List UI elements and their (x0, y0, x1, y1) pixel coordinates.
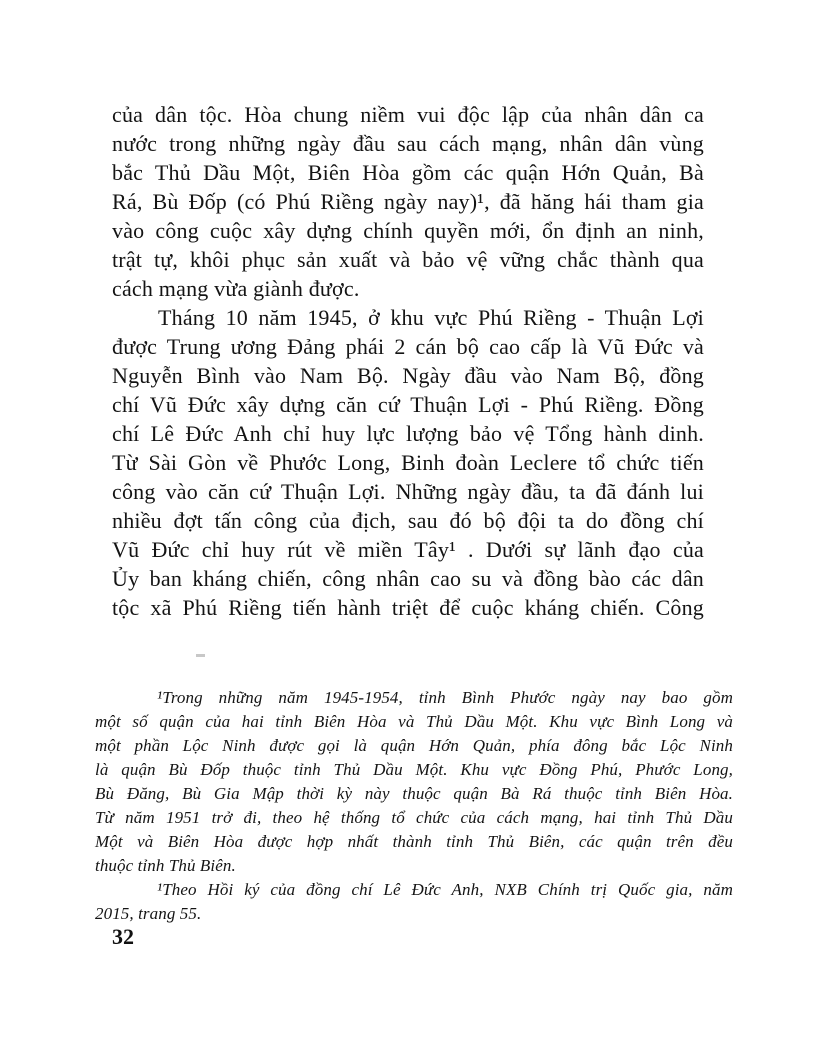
body-line: công vào căn cứ Thuận Lợi. Những ngày đầu, ta đã đánh lui (112, 479, 704, 504)
footnote (95, 878, 733, 926)
footnote-line: một số quận của hai tỉnh Biên Hòa và Thủ Dầu Một. Khu vực Bình Long và (95, 712, 733, 731)
footnote-line: ¹Trong những năm 1945-1954, tỉnh Bình Phước ngày nay bao gồm (157, 688, 733, 707)
body-line: Nguyễn Bình vào Nam Bộ. Ngày đầu vào Nam Bộ, đồng (112, 363, 704, 388)
body-paragraph (112, 100, 704, 303)
body-line: được Trung ương Đảng phái 2 cán bộ cao cấp là Vũ Đức và (112, 334, 704, 359)
body-line: tộc xã Phú Riềng tiến hành triệt để cuộc kháng chiến. Công (112, 595, 704, 620)
footnote-line: ¹Theo Hồi ký của đồng chí Lê Đức Anh, NXB Chính trị Quốc gia, năm (157, 880, 733, 899)
body-line: nhiều đợt tấn công của địch, sau đó bộ đội ta do đồng chí (112, 508, 704, 533)
body-line: Vũ Đức chỉ huy rút về miền Tây¹ . Dưới sự lãnh đạo của (112, 537, 704, 562)
page-number: 32 (112, 924, 134, 949)
body-line: Ủy ban kháng chiến, công nhân cao su và đồng bào các dân (112, 566, 704, 591)
body-line: của dân tộc. Hòa chung niềm vui độc lập của nhân dân ca (112, 102, 704, 127)
footnote (95, 686, 733, 878)
body-line: nước trong những ngày đầu sau cách mạng, nhân dân vùng (112, 131, 704, 156)
footnotes-section (95, 686, 733, 926)
footnote-line: một phần Lộc Ninh được gọi là quận Hớn Quản, phía đông bắc Lộc Ninh (95, 736, 733, 755)
body-line: vào công cuộc xây dựng chính quyền mới, ổn định an ninh, (112, 218, 704, 243)
footnote-line: thuộc tỉnh Thủ Biên. (95, 856, 236, 875)
footnote-line: Một và Biên Hòa được hợp nhất thành tỉnh Thủ Biên, các quận trên đều (95, 832, 733, 851)
body-line: bắc Thủ Dầu Một, Biên Hòa gồm các quận Hớn Quản, Bà (112, 160, 704, 185)
body-text (112, 100, 704, 622)
body-line: Từ Sài Gòn về Phước Long, Binh đoàn Leclere tổ chức tiến (112, 450, 704, 475)
scan-artifact-dash (196, 654, 205, 657)
footnote-line: Bù Đăng, Bù Gia Mập thời kỳ này thuộc quận Bà Rá thuộc tỉnh Biên Hòa. (95, 784, 733, 803)
body-line: chí Lê Đức Anh chỉ huy lực lượng bảo vệ Tổng hành dinh. (112, 421, 704, 446)
body-line: Tháng 10 năm 1945, ở khu vực Phú Riềng - Thuận Lợi (158, 305, 704, 330)
body-line: chí Vũ Đức xây dựng căn cứ Thuận Lợi - Phú Riềng. Đồng (112, 392, 704, 417)
body-paragraph (112, 303, 704, 622)
body-line: Rá, Bù Đốp (có Phú Riềng ngày nay)¹, đã hăng hái tham gia (112, 189, 704, 214)
footnote-line: Từ năm 1951 trở đi, theo hệ thống tổ chức của cách mạng, hai tỉnh Thủ Dầu (95, 808, 733, 827)
body-line: trật tự, khôi phục sản xuất và bảo vệ vững chắc thành qua (112, 247, 704, 272)
footnote-line: là quận Bù Đốp thuộc tỉnh Thủ Dầu Một. Khu vực Đồng Phú, Phước Long, (95, 760, 733, 779)
footnote-line: 2015, trang 55. (95, 904, 202, 923)
body-line: cách mạng vừa giành được. (112, 276, 360, 301)
